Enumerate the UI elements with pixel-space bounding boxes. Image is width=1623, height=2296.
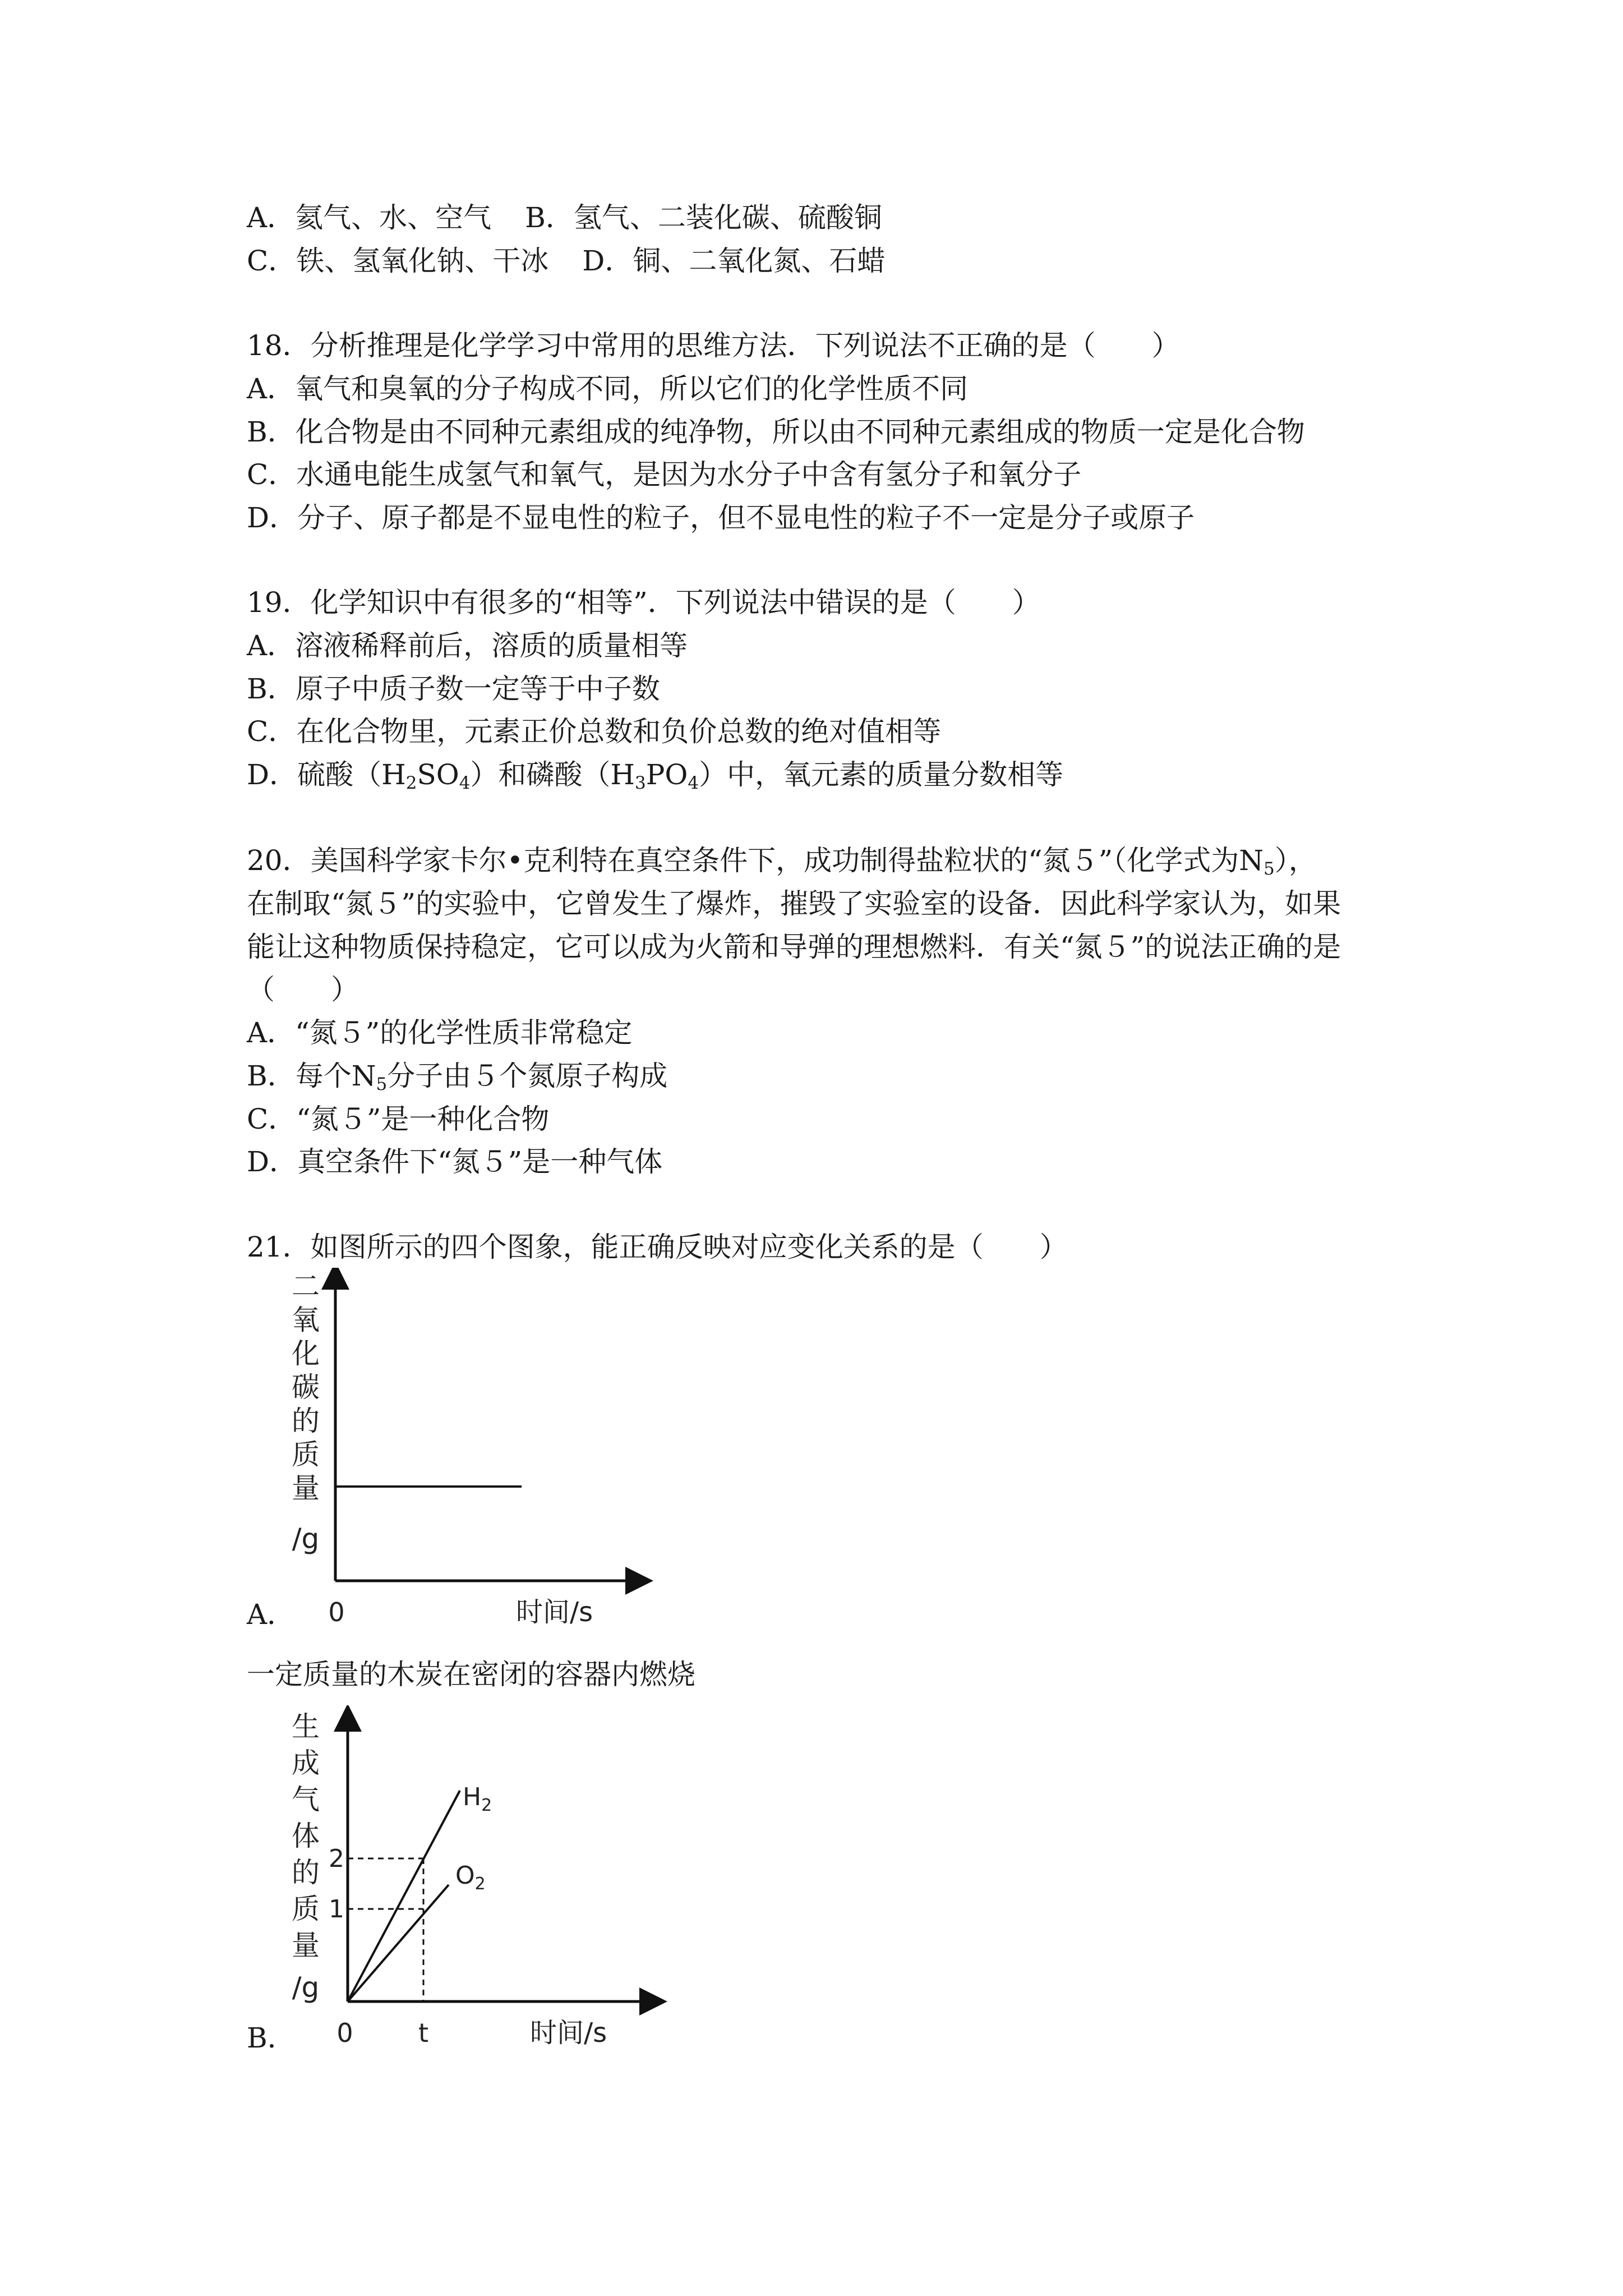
ylabel-char-7: 量 xyxy=(292,1472,320,1504)
q18-stem: 18．分析推理是化学学习中常用的思维方法．下列说法不正确的是（ ） xyxy=(247,329,1180,362)
q17-option-d: D．铜、二氧化氮、石蜡 xyxy=(582,245,886,277)
q20-option-b: B．每个$N_5$分子由５个氮原子构成 xyxy=(247,1060,668,1094)
q17-options-row-2 xyxy=(247,242,885,279)
q20-option-c: C．“氮５”是一种化合物 xyxy=(247,1103,550,1135)
ytick-1: 1 xyxy=(329,1895,344,1924)
q20-option-d: D．真空条件下“氮５”是一种气体 xyxy=(247,1145,663,1178)
h2-line xyxy=(348,1791,460,2001)
ytick-2: 2 xyxy=(329,1844,344,1873)
q20-stem-line-4: （ ） xyxy=(247,973,359,1006)
q21-graph-b xyxy=(280,1705,684,2076)
ylabel-char-6: 质 xyxy=(292,1438,320,1471)
o2-label: $O_2$ xyxy=(455,1861,486,1894)
ylabel-char-7: 量 xyxy=(292,1929,320,1962)
q17-options-row-1 xyxy=(247,199,882,236)
q21-stem: 21．如图所示的四个图象，能正确反映对应变化关系的是（ ） xyxy=(247,1231,1068,1263)
ylabel-char-1: 二 xyxy=(292,1270,320,1303)
q19-option-d: D．硫酸$(H_2SO_4)$和磷酸$(H_3PO_4)$中，氧元素的质量分数相等 xyxy=(247,758,1064,793)
q17-option-b: B．氢气、二装化碳、硫酸铜 xyxy=(525,201,882,234)
q17-option-c: C．铁、氢氧化钠、干冰 xyxy=(247,245,549,277)
q21-option-a-letter: A． xyxy=(247,1598,296,1631)
q18-option-d: D．分子、原子都是不显电性的粒子，但不显电性的粒子不一定是分子或原子 xyxy=(247,501,1195,534)
xtick-t: t xyxy=(418,2018,429,2048)
xlabel: 时间/s xyxy=(530,2017,607,2049)
q18-option-b: B．化合物是由不同种元素组成的纯净物，所以由不同种元素组成的物质一定是化合物 xyxy=(247,416,1305,448)
ylabel-char-1: 生 xyxy=(292,1710,320,1743)
q18-option-a: A．氧气和臭氧的分子构成不同，所以它们的化学性质不同 xyxy=(247,372,969,405)
ylabel-char-6: 质 xyxy=(292,1893,320,1925)
q19-stem: 19．化学知识中有很多的“相等”．下列说法中错误的是（ ） xyxy=(247,586,1040,619)
ylabel-char-4: 体 xyxy=(292,1820,320,1852)
ylabel-char-2: 氧 xyxy=(292,1304,320,1336)
q19-option-b: B．原子中质子数一定等于中子数 xyxy=(247,673,660,705)
q20-stem-line-1: 20．美国科学家卡尔•克利特在真空条件下，成功制得盐粒状的“氮５”（化学式为$N_5$）， xyxy=(247,844,1317,879)
q18-option-c: C．水通电能生成氢气和氧气，是因为水分子中含有氢分子和氧分子 xyxy=(247,458,1082,491)
origin-label: 0 xyxy=(336,2018,353,2048)
ylabel-char-4: 碳 xyxy=(292,1371,320,1404)
ylabel-char-5: 的 xyxy=(292,1405,320,1437)
q20-stem-line-3: 能让这种物质保持稳定，它可以成为火箭和导弹的理想燃料．有关“氮５”的说法正确的是 xyxy=(247,931,1341,963)
ylabel-char-2: 成 xyxy=(292,1747,320,1779)
q20-stem-line-2: 在制取“氮５”的实验中，它曾发生了爆炸，摧毁了实验室的设备．因此科学家认为，如果 xyxy=(247,887,1341,920)
ylabel-unit: /g xyxy=(292,1971,320,2004)
origin-label: 0 xyxy=(328,1597,345,1627)
ylabel-unit: /g xyxy=(292,1522,320,1555)
xlabel: 时间/s xyxy=(516,1596,593,1628)
q17-option-a: A．氦气、水、空气 xyxy=(247,201,492,234)
o2-line xyxy=(348,1885,449,2001)
ylabel-char-3: 气 xyxy=(292,1783,320,1816)
q21-graph-a xyxy=(280,1268,673,1638)
q21-option-b-letter: B． xyxy=(247,2022,296,2054)
q21-option-a-caption: 一定质量的木炭在密闭的容器内燃烧 xyxy=(247,1658,695,1691)
q19-option-a: A．溶液稀释前后，溶质的质量相等 xyxy=(247,629,688,662)
q20-option-a: A．“氮５”的化学性质非常稳定 xyxy=(247,1016,633,1049)
ylabel-char-5: 的 xyxy=(292,1856,320,1889)
h2-label: $H_2$ xyxy=(463,1783,492,1815)
ylabel-char-3: 化 xyxy=(292,1337,320,1370)
q19-option-c: C．在化合物里，元素正价总数和负价总数的绝对值相等 xyxy=(247,715,942,748)
